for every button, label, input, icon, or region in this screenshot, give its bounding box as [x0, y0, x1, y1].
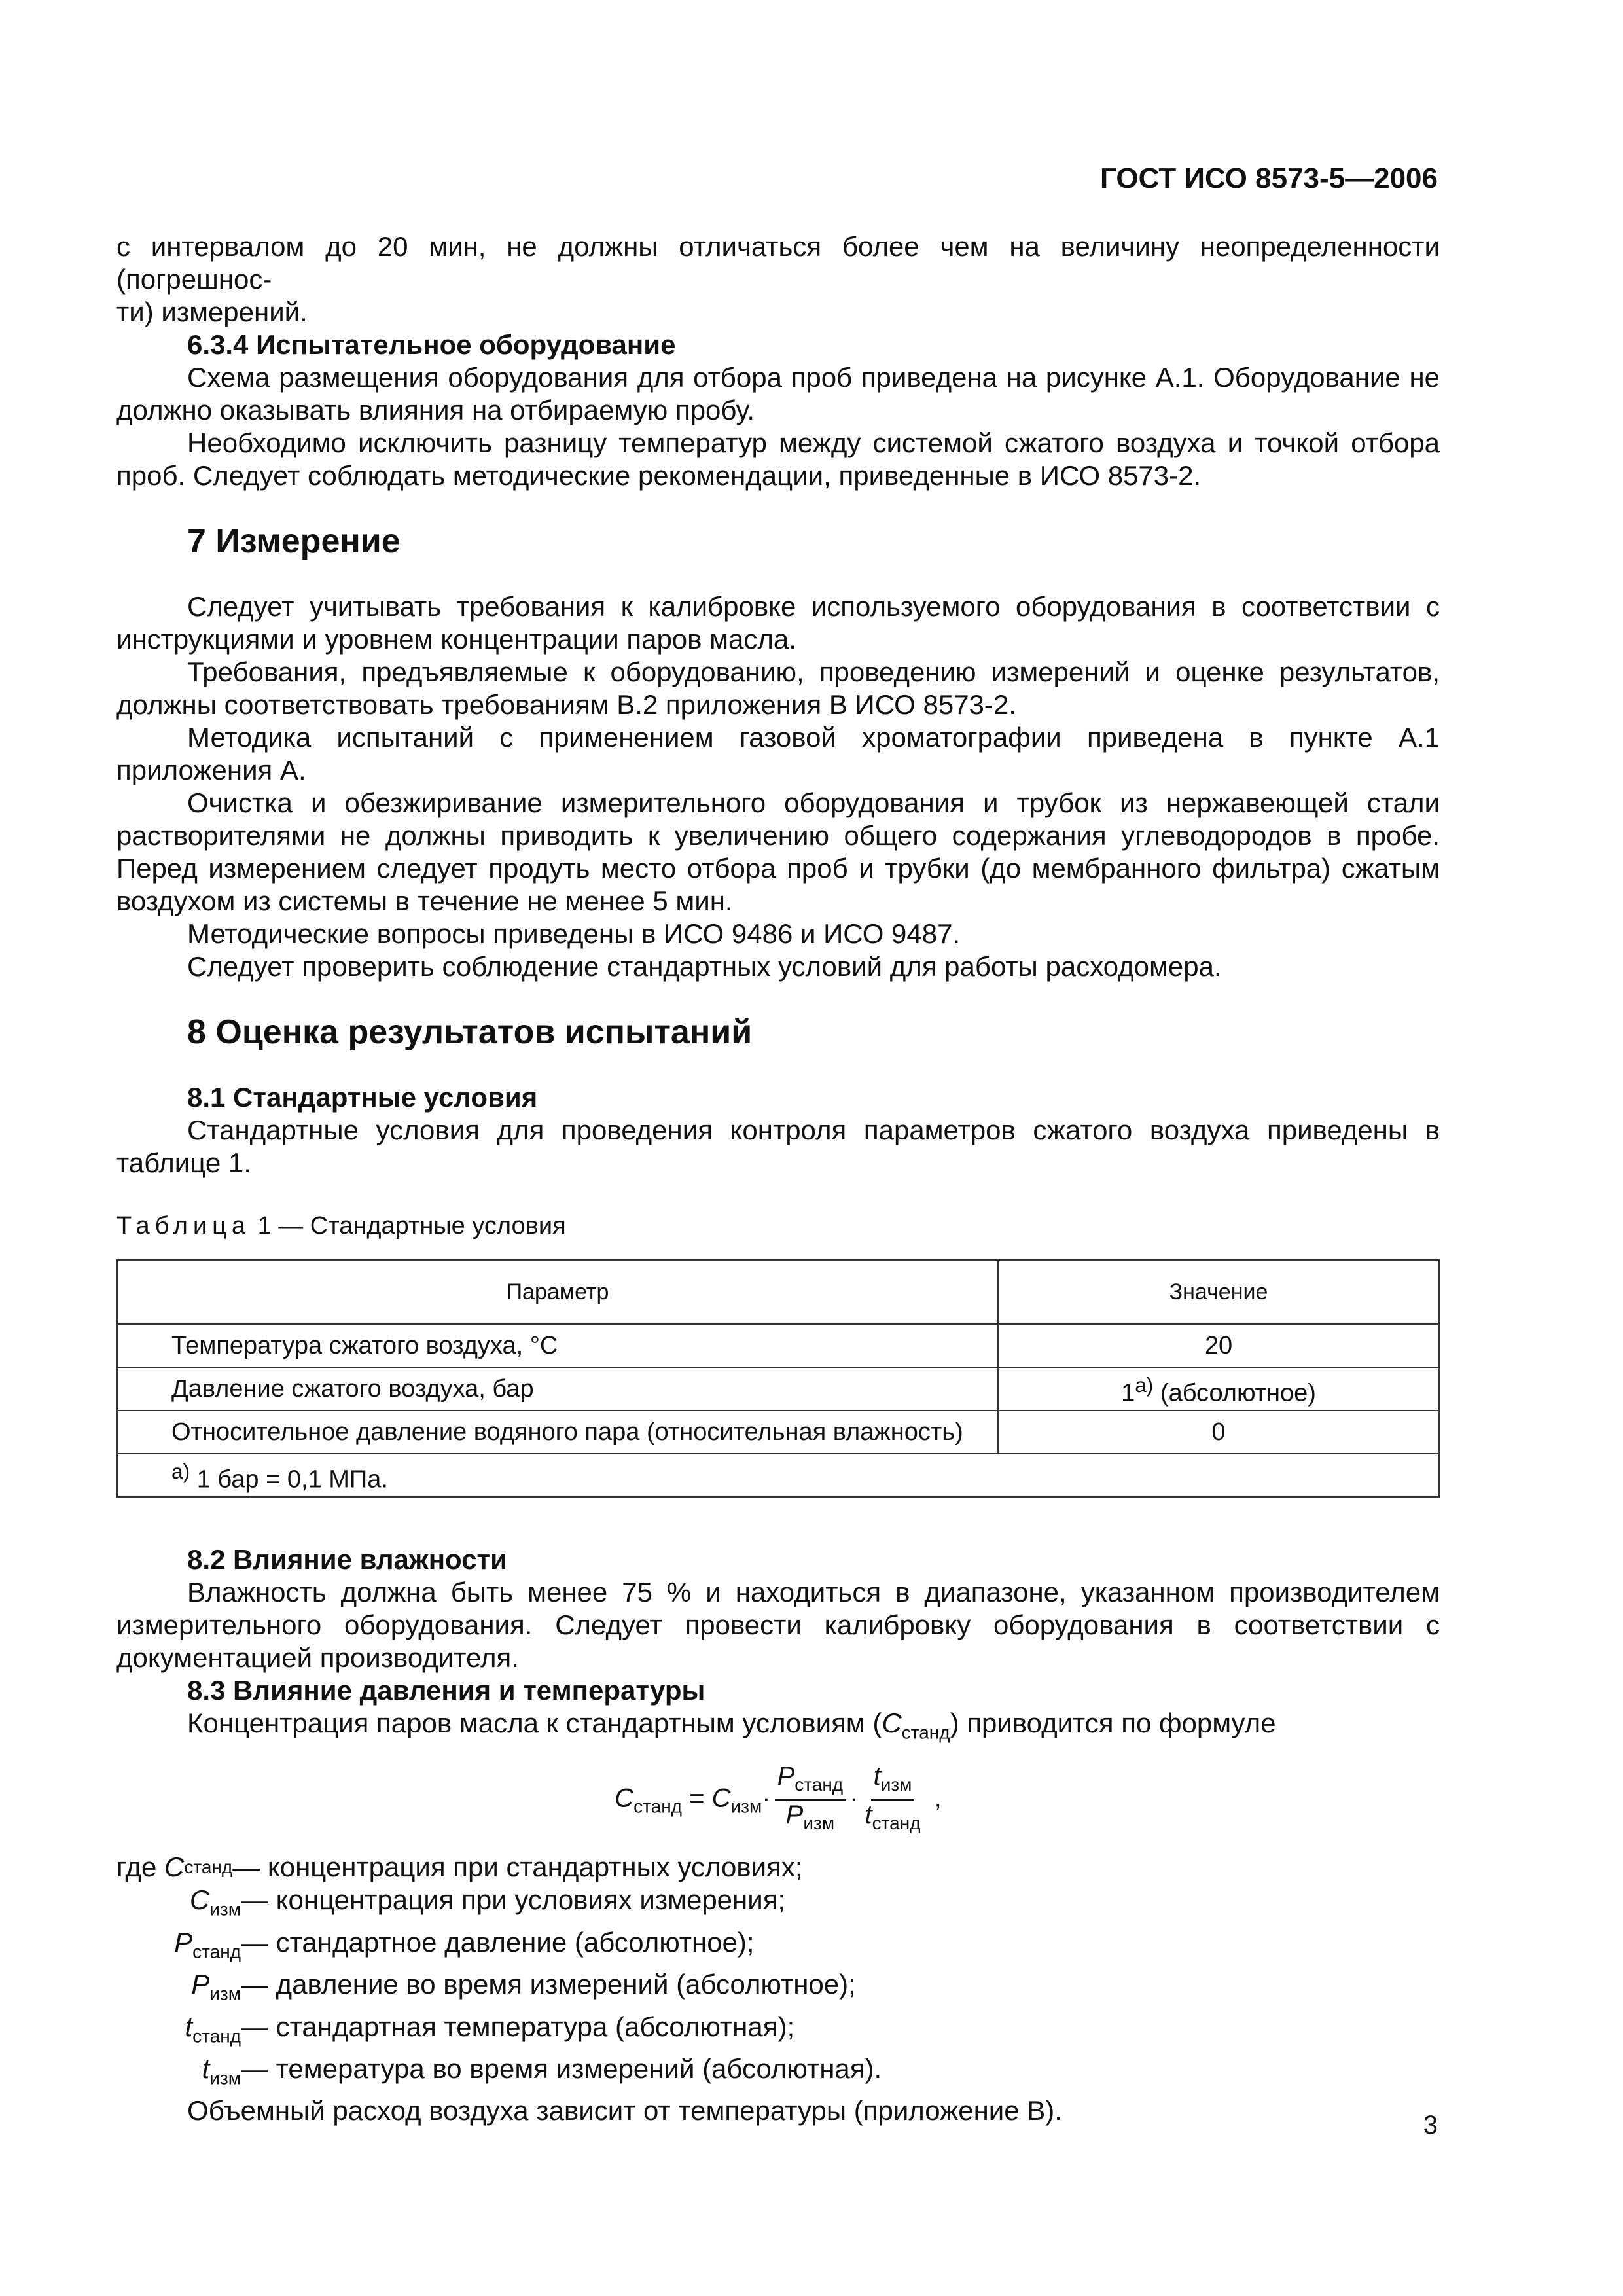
paragraph: Методические вопросы приведены в ИСО 9486 и ИСО 9487.	[187, 918, 961, 949]
standard-conditions-table	[116, 1259, 1440, 1498]
paragraph: Влажность должна быть менее 75 % и находиться в диапазоне, указанном производителем измерительного оборудования. Следует провести калибровку оборудования в соответствии с документацией производителя.	[116, 1577, 1440, 1673]
paragraph: Схема размещения оборудования для отбора проб приведена на рисунке А.1. Оборудование не должно оказывать влияния на отбираемую пробу.	[116, 362, 1440, 425]
legend-text: — темература во время измерений (абсолютная).	[241, 2053, 882, 2084]
legend-where: где	[116, 1852, 157, 1883]
legend-item	[116, 1926, 1440, 1968]
table-cell: Относительное давление водяного пара (относительная влажность)	[117, 1410, 998, 1454]
formula-subscript: станд	[872, 1813, 921, 1834]
table-caption-text: 1 — Стандартные условия	[257, 1212, 566, 1240]
table-cell: 0	[998, 1410, 1439, 1454]
formula-operator: ·	[762, 1784, 771, 1813]
symbol: C	[882, 1708, 902, 1738]
legend-text: — концентрация при стандартных условиях;	[232, 1852, 803, 1883]
formula-symbol: P	[785, 1801, 804, 1830]
table-cell: Температура сжатого воздуха, °С	[117, 1324, 998, 1367]
value-note: (абсолютное)	[1153, 1379, 1316, 1407]
paragraph	[116, 1707, 1440, 1749]
legend-text: — стандартное давление (абсолютное);	[241, 1926, 755, 1958]
paragraph-line: с интервалом до 20 мин, не должны отличаться более чем на величину неопределенности (погрешнос-	[116, 231, 1440, 295]
section-8-2-title: 8.2 Влияние влажности	[187, 1544, 507, 1575]
formula-legend	[116, 1851, 1440, 2094]
paragraph: Следует проверить соблюдение стандартных условий для работы расходомера.	[187, 951, 1222, 982]
paragraph: Методика испытаний с применением газовой хроматографии приведена в пункте А.1 приложения А.	[116, 722, 1440, 785]
formula-subscript: изм	[803, 1813, 835, 1834]
legend-symbol: t	[185, 2011, 193, 2042]
paragraph: Требования, предъявляемые к оборудованию, проведению измерений и оценке результатов, должны соответствовать требованиям В.2 приложения В ИСО 8573-2.	[116, 656, 1440, 720]
paragraph: Необходимо исключить разницу температур между системой сжатого воздуха и точкой отбора проб. Следует соблюдать методические рекомендации, приведенные в ИСО 8573-2.	[116, 427, 1440, 491]
table-row	[117, 1324, 1439, 1367]
legend-symbol: P	[191, 1969, 210, 2000]
section-8-3-title: 8.3 Влияние давления и температуры	[187, 1675, 705, 1706]
footnote-ref: а)	[1135, 1372, 1154, 1397]
section-8-1-title: 8.1 Стандартные условия	[187, 1082, 538, 1113]
text-span: Концентрация паров масла к стандартным условиям (	[187, 1708, 882, 1738]
text-span: ) приводится по формуле	[950, 1708, 1276, 1738]
legend-subscript: станд	[192, 1941, 241, 1962]
paragraph: Объемный расход воздуха зависит от температуры (приложение В).	[187, 2095, 1062, 2126]
paragraph: Очистка и обезжиривание измерительного оборудования и трубок из нержавеющей стали растворителями не должны приводить к увеличению общего содержания углеводородов в пробе. Перед измерением следует продуть место отбора проб и трубки (до мембранного фильтра) сжатым воздухом из системы в течение не менее 5 мин.	[116, 787, 1440, 916]
page-body	[116, 230, 1440, 2127]
legend-subscript: станд	[184, 1857, 233, 1878]
formula-operator: ·	[849, 1784, 859, 1813]
legend-symbol: C	[164, 1852, 185, 1883]
page-number: 3	[1423, 2111, 1438, 2140]
formula-subscript: изм	[730, 1796, 762, 1817]
paragraph: Стандартные условия для проведения контроля параметров сжатого воздуха приведены в таблице 1.	[116, 1115, 1440, 1178]
table-footnote	[117, 1454, 1439, 1497]
table-cell	[998, 1367, 1439, 1410]
formula-comma: ,	[934, 1784, 942, 1813]
legend-item	[116, 1884, 1440, 1926]
legend-text: — давление во время измерений (абсолютное);	[241, 1969, 856, 2000]
formula-symbol: t	[865, 1801, 872, 1830]
paragraph-line: ти) измерений.	[116, 296, 308, 327]
formula	[116, 1762, 1440, 1838]
footnote-mark: а)	[171, 1459, 190, 1483]
legend-subscript: изм	[209, 1983, 241, 2004]
table-caption	[116, 1210, 1440, 1242]
legend-symbol: t	[202, 2053, 210, 2084]
table-caption-word: Таблица	[116, 1212, 251, 1240]
legend-subscript: станд	[192, 2025, 241, 2046]
footnote-text: 1 бар = 0,1 МПа.	[190, 1465, 388, 1494]
legend-item	[116, 1968, 1440, 2010]
legend-text: — концентрация при условиях измерения;	[241, 1884, 786, 1916]
formula-symbol: P	[777, 1762, 795, 1791]
value-number: 1	[1121, 1379, 1135, 1407]
paragraph: Следует учитывать требования к калибровке используемого оборудования в соответствии с инструкциями и уровнем концентрации паров масла.	[116, 591, 1440, 655]
table-header-cell: Значение	[998, 1260, 1439, 1324]
table-cell: Давление сжатого воздуха, бар	[117, 1367, 998, 1410]
legend-text: — стандартная температура (абсолютная);	[241, 2011, 795, 2042]
table-footnote-row	[117, 1454, 1439, 1497]
formula-subscript: изм	[880, 1774, 912, 1795]
formula-fraction	[862, 1762, 923, 1838]
formula-symbol: C	[711, 1784, 731, 1813]
section-7-title: 7 Измерение	[187, 522, 401, 560]
legend-item	[116, 1851, 1440, 1884]
legend-subscript: изм	[209, 2068, 241, 2089]
document-header: ГОСТ ИСО 8573-5—2006	[1099, 162, 1438, 194]
table-row	[117, 1367, 1439, 1410]
legend-symbol: C	[189, 1884, 210, 1916]
formula-symbol: t	[873, 1762, 881, 1791]
legend-subscript: изм	[209, 1899, 241, 1920]
legend-symbol: P	[174, 1926, 193, 1958]
section-8-title: 8 Оценка результатов испытаний	[187, 1013, 753, 1051]
subscript: станд	[901, 1722, 950, 1743]
legend-item	[116, 2053, 1440, 2094]
section-6-3-4-title: 6.3.4 Испытательное оборудование	[187, 329, 676, 360]
formula-symbol: C	[615, 1784, 634, 1813]
table-header-row	[117, 1260, 1439, 1324]
table-cell: 20	[998, 1324, 1439, 1367]
table-header-cell: Параметр	[117, 1260, 998, 1324]
formula-fraction	[775, 1762, 846, 1838]
formula-operator: =	[682, 1784, 712, 1813]
legend-item	[116, 2011, 1440, 2053]
formula-subscript: станд	[633, 1796, 683, 1817]
table-row	[117, 1410, 1439, 1454]
paragraph-continued	[116, 230, 1440, 329]
formula-subscript: станд	[794, 1774, 844, 1795]
